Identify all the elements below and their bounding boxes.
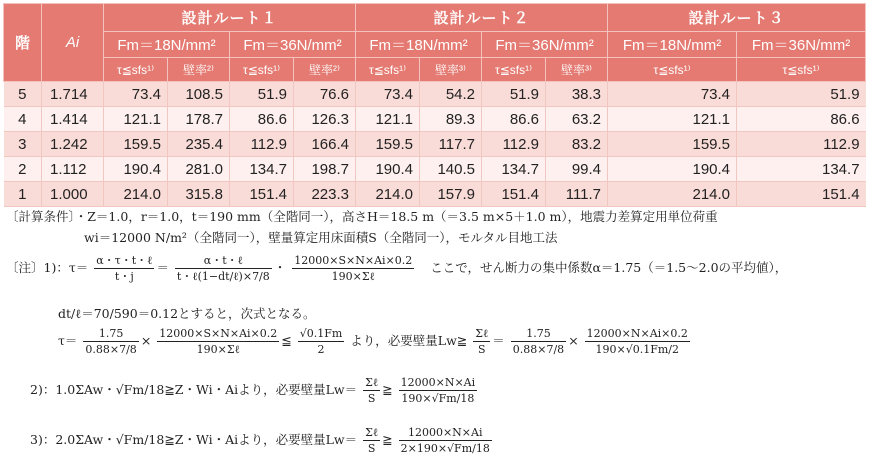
value-cell: 315.8 <box>168 182 230 207</box>
value-cell: 73.4 <box>356 82 420 107</box>
table-row <box>4 132 866 157</box>
header-tau: τ≦sfs¹⁾ <box>230 58 294 82</box>
header-wall-ratio: 壁率²⁾ <box>168 58 230 82</box>
value-cell: 86.6 <box>737 107 866 132</box>
value-cell: 112.9 <box>482 132 546 157</box>
value-cell: 281.0 <box>168 157 230 182</box>
value-cell: 190.4 <box>356 157 420 182</box>
table-row <box>4 182 866 207</box>
header-wall-ratio: 壁率³⁾ <box>420 58 482 82</box>
note-1-label: 〔注〕1)：τ＝ <box>6 260 89 275</box>
value-cell: 214.0 <box>608 182 737 207</box>
ai-cell: 1.414 <box>42 107 104 132</box>
header-fm36-r1: Fm＝36N/mm² <box>230 32 356 58</box>
value-cell: 223.3 <box>294 182 356 207</box>
header-tau: τ≦sfs¹⁾ <box>737 58 866 82</box>
value-cell: 86.6 <box>230 107 294 132</box>
value-cell: 157.9 <box>420 182 482 207</box>
header-fm18-r3: Fm＝18N/mm² <box>608 32 737 58</box>
value-cell: 121.1 <box>104 107 168 132</box>
value-cell: 51.9 <box>230 82 294 107</box>
value-cell: 159.5 <box>608 132 737 157</box>
value-cell: 134.7 <box>737 157 866 182</box>
value-cell: 73.4 <box>104 82 168 107</box>
value-cell: 89.3 <box>420 107 482 132</box>
value-cell: 151.4 <box>482 182 546 207</box>
note-1-tail: ここで，せん断力の集中係数α＝1.75（＝1.5～2.0の平均値）， <box>430 260 788 275</box>
note-1-fraction-2: $\frac{\text{α・t・ℓ}}{\text{t・ℓ(1−dt/ℓ)×7/8}}$ <box>176 254 270 283</box>
value-cell: 112.9 <box>737 132 866 157</box>
value-cell: 99.4 <box>546 157 608 182</box>
note-1-line-2: dt/ℓ＝70/590＝0.12とすると，次式となる。 <box>58 306 316 321</box>
header-ai: Ai <box>42 4 104 82</box>
note-1-line-1: 〔注〕1)：τ＝ $\frac{\text{α・τ・t・ℓ}}{t・j}$ ＝ $\frac{\text{α・t・ℓ}}{\text{t・ℓ(1−dt/ℓ)×7/8}}$ ・ $\frac{12000\times S\times N\times Ai\times 0.2}{\text{190×Σℓ}}$ ここで，せん断力の集中係数α＝1.75（＝1.5～2.0の平均値）， <box>6 254 788 283</box>
value-cell: 108.5 <box>168 82 230 107</box>
note-2: 2)：1.0ΣAw・√Fm/18≧Z・Wi・Aiより，必要壁量Lw＝ $\frac{\text{Σℓ}}{S}$ ≧ $\frac{12000\times N\times Ai}{190\times√Fm/18}$ <box>30 376 476 405</box>
condition-line-1: 〔計算条件〕・Z＝1.0，r＝1.0，t＝190 mm（全階同一），高さH＝18.5 m（＝3.5 m×5＋1.0 m），地震力差算定用単位荷重 <box>6 209 718 224</box>
header-fm36-r3: Fm＝36N/mm² <box>737 32 866 58</box>
header-tau: τ≦sfs¹⁾ <box>608 58 737 82</box>
note-3: 3)：2.0ΣAw・√Fm/18≧Z・Wi・Aiより，必要壁量Lw＝ $\frac{\text{Σℓ}}{S}$ ≧ $\frac{12000\times N\times Ai}{2\times 190\times√Fm/18}$ <box>30 426 490 455</box>
header-fm18-r2: Fm＝18N/mm² <box>356 32 482 58</box>
value-cell: 166.4 <box>294 132 356 157</box>
header-tau: τ≦sfs¹⁾ <box>104 58 168 82</box>
value-cell: 214.0 <box>104 182 168 207</box>
value-cell: 126.3 <box>294 107 356 132</box>
value-cell: 83.2 <box>546 132 608 157</box>
floor-cell: 3 <box>4 132 42 157</box>
floor-cell: 5 <box>4 82 42 107</box>
value-cell: 235.4 <box>168 132 230 157</box>
header-wall-ratio: 壁率³⁾ <box>546 58 608 82</box>
value-cell: 112.9 <box>230 132 294 157</box>
value-cell: 121.1 <box>608 107 737 132</box>
value-cell: 140.5 <box>420 157 482 182</box>
header-route-1: 設計ルート１ <box>104 4 356 32</box>
ai-cell: 1.714 <box>42 82 104 107</box>
value-cell: 111.7 <box>546 182 608 207</box>
table-row <box>4 157 866 182</box>
header-tau: τ≦sfs¹⁾ <box>482 58 546 82</box>
condition-line-2: wi＝12000 N/m²（全階同一），壁量算定用床面積S（全階同一），モルタル目地工法 <box>84 230 558 245</box>
value-cell: 117.7 <box>420 132 482 157</box>
floor-cell: 1 <box>4 182 42 207</box>
value-cell: 38.3 <box>546 82 608 107</box>
value-cell: 151.4 <box>737 182 866 207</box>
value-cell: 134.7 <box>482 157 546 182</box>
value-cell: 190.4 <box>608 157 737 182</box>
header-fm18-r1: Fm＝18N/mm² <box>104 32 230 58</box>
value-cell: 54.2 <box>420 82 482 107</box>
value-cell: 51.9 <box>737 82 866 107</box>
value-cell: 198.7 <box>294 157 356 182</box>
ai-cell: 1.112 <box>42 157 104 182</box>
header-wall-ratio: 壁率²⁾ <box>294 58 356 82</box>
value-cell: 121.1 <box>356 107 420 132</box>
value-cell: 86.6 <box>482 107 546 132</box>
value-cell: 63.2 <box>546 107 608 132</box>
value-cell: 190.4 <box>104 157 168 182</box>
value-cell: 76.6 <box>294 82 356 107</box>
value-cell: 159.5 <box>104 132 168 157</box>
note-1-fraction-3: $\frac{12000\times S\times N\times Ai\times 0.2}{\text{190×Σℓ}}$ <box>294 254 413 283</box>
header-fm36-r2: Fm＝36N/mm² <box>482 32 608 58</box>
ai-cell: 1.242 <box>42 132 104 157</box>
header-route-3: 設計ルート３ <box>608 4 866 32</box>
header-floor: 階 <box>4 4 42 82</box>
value-cell: 51.9 <box>482 82 546 107</box>
value-cell: 151.4 <box>230 182 294 207</box>
value-cell: 134.7 <box>230 157 294 182</box>
value-cell: 214.0 <box>356 182 420 207</box>
value-cell: 73.4 <box>608 82 737 107</box>
table-row <box>4 107 866 132</box>
note-1-fraction-1: $\frac{\text{α・τ・t・ℓ}}{t・j}$ <box>96 254 153 283</box>
floor-cell: 4 <box>4 107 42 132</box>
note-1-line-3: τ＝ $\frac{1.75}{0.88\times 7/8}$ × $\frac{12000\times S\times N\times Ai\times 0.2}{\text{190×Σℓ}}$ ≦ $\frac{√0.1Fm}{2}$ より，必要壁量Lw≧ $\frac{\text{Σℓ}}{S}$ ＝ $\frac{1.75}{0.88\times 7/8}$ × $\frac{12000\times N\times Ai\times 0.2}{190\times√0.1Fm/2}$ <box>58 327 688 356</box>
wall-quantity-table <box>3 3 866 207</box>
value-cell: 178.7 <box>168 107 230 132</box>
ai-cell: 1.000 <box>42 182 104 207</box>
value-cell: 159.5 <box>356 132 420 157</box>
header-route-2: 設計ルート２ <box>356 4 608 32</box>
header-tau: τ≦sfs¹⁾ <box>356 58 420 82</box>
table-row <box>4 82 866 107</box>
floor-cell: 2 <box>4 157 42 182</box>
